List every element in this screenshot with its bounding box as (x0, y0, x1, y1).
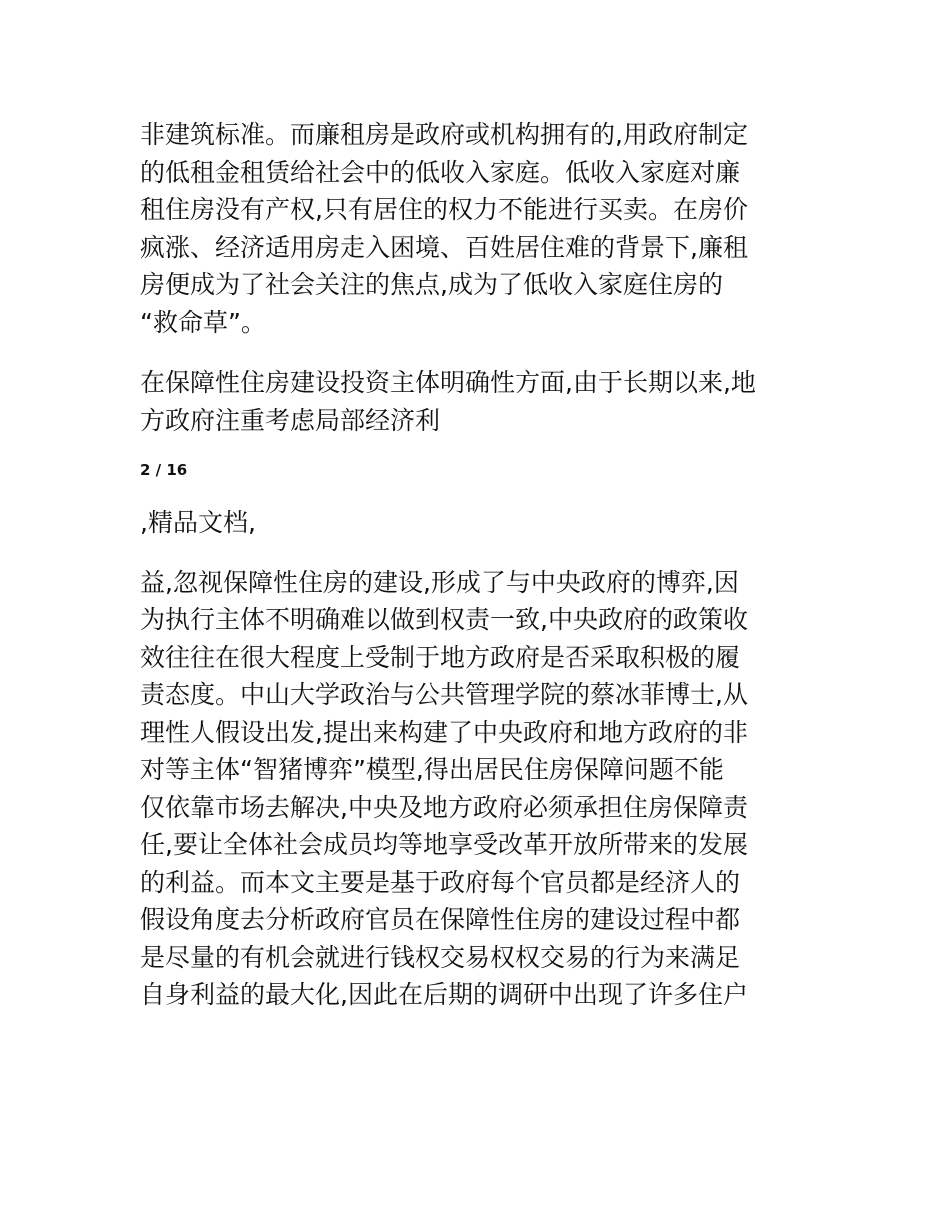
text-line: 益,忽视保障性住房的建设,形成了与中央政府的博弈,因 (140, 567, 739, 597)
paragraph-government-game (140, 564, 820, 1014)
text-line: 仅依靠市场去解决,中央及地方政府必须承担住房保障责 (140, 792, 748, 822)
document-watermark-text: ,精品文档, (140, 508, 256, 537)
text-line: 自身利益的最大化,因此在后期的调研中出现了许多住户 (140, 980, 748, 1009)
text-line: 租住房没有产权,只有居住的权力不能进行买卖。在房价 (140, 195, 748, 224)
text-line: 非建筑标准。而廉租房是政府或机构拥有的,用政府制定 (140, 120, 748, 149)
text-line: 任,要让全体社会成员均等地享受改革开放所带来的发展 (140, 830, 748, 859)
text-line: 疯涨、经济适用房走入困境、百姓居住难的背景下,廉租 (140, 232, 748, 262)
text-line: 效往往在很大程度上受制于地方政府是否采取积极的履 (140, 642, 741, 672)
paragraph-affordable-rental-housing (140, 116, 820, 341)
text-line: 是尽量的有机会就进行钱权交易权权交易的行为来满足 (140, 942, 741, 972)
text-line: 方政府注重考虑局部经济利 (140, 405, 441, 435)
paragraph-investment-subject (140, 364, 820, 439)
text-line: 的利益。而本文主要是基于政府每个官员都是经济人的 (140, 867, 741, 897)
text-line: 的低租金租赁给社会中的低收入家庭。低收入家庭对廉 (140, 157, 741, 187)
text-line: 假设角度去分析政府官员在保障性住房的建设过程中都 (140, 905, 741, 934)
text-line: 责态度。中山大学政治与公共管理学院的蔡冰菲博士,从 (140, 680, 748, 709)
page-number: 2 / 16 (140, 461, 188, 479)
text-line: 对等主体“智猪博弈”模型,得出居民住房保障问题不能 (140, 755, 724, 784)
text-line: 理性人假设出发,提出来构建了中央政府和地方政府的非 (140, 717, 748, 747)
text-line: 房便成为了社会关注的焦点,成为了低收入家庭住房的 (140, 270, 723, 299)
text-line: 为执行主体不明确难以做到权责一致,中央政府的政策收 (140, 605, 748, 634)
document-page (140, 116, 820, 1014)
text-line: “救命草”。 (140, 307, 266, 337)
text-line: 在保障性住房建设投资主体明确性方面,由于长期以来,地 (140, 368, 756, 397)
